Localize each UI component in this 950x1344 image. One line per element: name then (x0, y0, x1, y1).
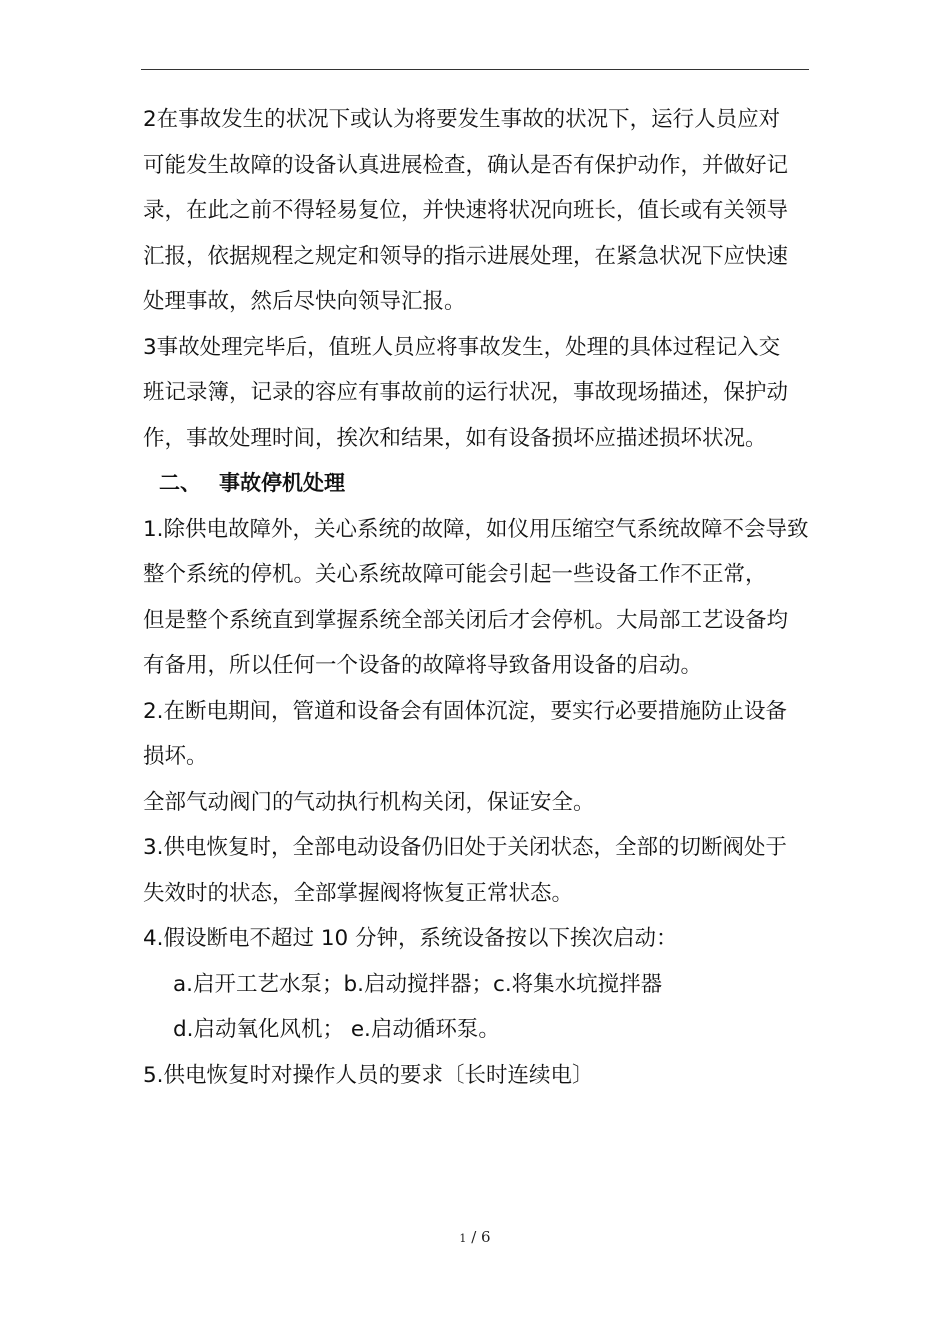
list-item: a.启开工艺水泵；b.启动搅拌器；c.将集水坑搅拌器 (173, 971, 663, 997)
section-number: 二、 (159, 471, 201, 495)
paragraph-line: 但是整个系统直到掌握系统全部关闭后才会停机。大局部工艺设备均 (143, 607, 789, 633)
paragraph-line: 4.假设断电不超过 10 分钟，系统设备按以下挨次启动： (143, 926, 678, 951)
paragraph-line: 录，在此之前不得轻易复位，并快速将状况向班长，值长或有关领导 (143, 198, 789, 223)
paragraph-line: 班记录簿，记录的容应有事故前的运行状况，事故现场描述，保护动 (143, 380, 789, 405)
page-number (0, 1228, 950, 1246)
page-separator: / (471, 1228, 477, 1246)
paragraph-line: 3.供电恢复时，全部电动设备仍旧处于关闭状态，全部的切断阀处于 (143, 835, 788, 860)
paragraph-line: 损坏。 (143, 744, 208, 769)
paragraph-line: 作，事故处理时间，挨次和结果，如有设备损坏应描述损坏状况。 (143, 425, 767, 451)
paragraph-line: 整个系统的停机。关心系统故障可能会引起一些设备工作不正常， (143, 562, 767, 587)
current-page: 1 (459, 1232, 467, 1245)
section-title: 事故停机处理 (219, 471, 345, 495)
paragraph-line: 失效时的状态，全部掌握阀将恢复正常状态。 (143, 880, 574, 906)
document-body (143, 97, 833, 1098)
paragraph-line: 2在事故发生的状况下或认为将要发生事故的状况下，运行人员应对 (143, 107, 781, 132)
paragraph-line: 3事故处理完毕后，值班人员应将事故发生，处理的具体过程记入交 (143, 334, 781, 360)
paragraph-line: 汇报，依据规程之规定和领导的指示进展处理，在紧急状况下应快速 (143, 243, 789, 269)
paragraph-line: 有备用，所以任何一个设备的故障将导致备用设备的启动。 (143, 653, 703, 678)
header-rule (141, 69, 809, 70)
paragraph-line: 可能发生故障的设备认真进展检查，确认是否有保护动作，并做好记 (143, 152, 789, 178)
paragraph-line: 处理事故，然后尽快向领导汇报。 (143, 289, 466, 314)
paragraph-line: 全部气动阀门的气动执行机构关闭，保证安全。 (143, 789, 595, 815)
paragraph-line: 2.在断电期间，管道和设备会有固体沉淀，要实行必要措施防止设备 (143, 698, 788, 724)
list-item: d.启动氧化风机； e.启动循环泵。 (173, 1017, 500, 1042)
section-heading (143, 461, 833, 507)
total-pages: 6 (481, 1228, 491, 1246)
paragraph-line: 1.除供电故障外，关心系统的故障，如仪用压缩空气系统故障不会导致 (143, 516, 809, 542)
paragraph-line: 5.供电恢复时对操作人员的要求〔长时连续电〕 (143, 1062, 594, 1088)
